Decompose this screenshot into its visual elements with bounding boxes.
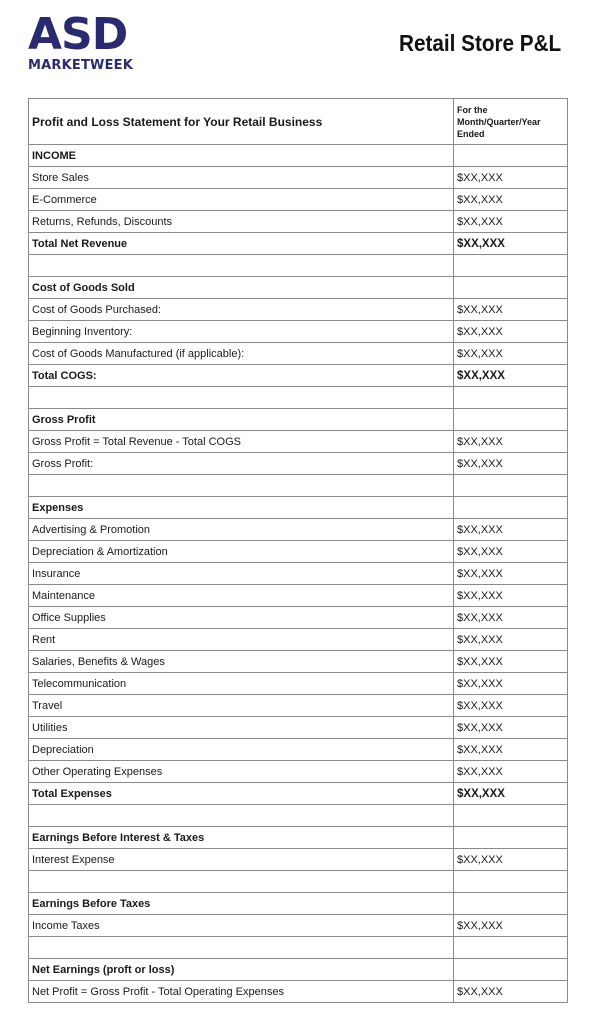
period-header-cell: For the Month/Quarter/Year Ended [454,99,568,145]
row-label: Store Sales [29,167,454,189]
brand-logo [28,9,158,73]
row-label: Expenses [29,497,454,519]
section-header-row [29,959,568,981]
row-value: $XX,XXX [454,915,568,937]
logo-wordmark: ASD [28,9,128,60]
row-value: $XX,XXX [454,233,568,255]
row-value: $XX,XXX [454,783,568,805]
row-value: $XX,XXX [454,585,568,607]
section-header-row [29,145,568,167]
table-row [29,761,568,783]
row-value: $XX,XXX [454,431,568,453]
row-label: Travel [29,695,454,717]
pl-statement-table [28,98,568,1003]
table-row [29,607,568,629]
row-label: Earnings Before Interest & Taxes [29,827,454,849]
blank-row [29,255,568,277]
row-value: $XX,XXX [454,849,568,871]
row-value [454,475,568,497]
row-value: $XX,XXX [454,695,568,717]
table-row [29,343,568,365]
blank-row [29,871,568,893]
row-label: Income Taxes [29,915,454,937]
blank-row [29,937,568,959]
row-label: Depreciation [29,739,454,761]
row-label: E-Commerce [29,189,454,211]
row-value: $XX,XXX [454,717,568,739]
row-value: $XX,XXX [454,519,568,541]
row-label: Gross Profit = Total Revenue - Total COGS [29,431,454,453]
row-value [454,893,568,915]
row-label: Rent [29,629,454,651]
logo-subtitle: MARKETWEEK [28,58,134,73]
table-row [29,629,568,651]
row-value [454,959,568,981]
section-header-row [29,497,568,519]
row-value [454,277,568,299]
row-value: $XX,XXX [454,365,568,387]
row-value [454,937,568,959]
table-row [29,541,568,563]
row-label: Total Net Revenue [29,233,454,255]
row-label: Utilities [29,717,454,739]
row-label: Insurance [29,563,454,585]
row-label: Beginning Inventory: [29,321,454,343]
row-label: INCOME [29,145,454,167]
section-header-row [29,827,568,849]
row-label: Advertising & Promotion [29,519,454,541]
blank-row [29,805,568,827]
row-value: $XX,XXX [454,167,568,189]
row-value: $XX,XXX [454,211,568,233]
blank-row [29,475,568,497]
table-row [29,167,568,189]
row-label [29,255,454,277]
row-value [454,871,568,893]
table-header-row [29,99,568,145]
section-header-row [29,893,568,915]
row-value: $XX,XXX [454,629,568,651]
table-row [29,453,568,475]
row-label: Returns, Refunds, Discounts [29,211,454,233]
page-title: Retail Store P&L [398,30,561,56]
row-label: Net Earnings (proft or loss) [29,959,454,981]
table-row [29,673,568,695]
row-label: Office Supplies [29,607,454,629]
table-row [29,563,568,585]
row-value: $XX,XXX [454,563,568,585]
row-label: Cost of Goods Purchased: [29,299,454,321]
row-label: Other Operating Expenses [29,761,454,783]
table-row [29,651,568,673]
row-label: Depreciation & Amortization [29,541,454,563]
section-header-row [29,277,568,299]
row-label: Gross Profit: [29,453,454,475]
table-row [29,189,568,211]
row-label [29,475,454,497]
row-label [29,805,454,827]
table-row [29,211,568,233]
row-value: $XX,XXX [454,189,568,211]
total-row [29,233,568,255]
row-label: Gross Profit [29,409,454,431]
row-value [454,497,568,519]
row-label [29,937,454,959]
table-row [29,519,568,541]
row-value [454,145,568,167]
table-row [29,981,568,1003]
row-value: $XX,XXX [454,453,568,475]
total-row [29,783,568,805]
row-value [454,805,568,827]
row-label: Net Profit = Gross Profit - Total Operating Expenses [29,981,454,1003]
row-label: Cost of Goods Sold [29,277,454,299]
row-value: $XX,XXX [454,651,568,673]
row-value: $XX,XXX [454,739,568,761]
row-value: $XX,XXX [454,343,568,365]
row-label [29,871,454,893]
row-label: Total Expenses [29,783,454,805]
row-value: $XX,XXX [454,761,568,783]
section-header-row [29,409,568,431]
row-value [454,409,568,431]
row-label: Cost of Goods Manufactured (if applicable): [29,343,454,365]
table-row [29,585,568,607]
row-value [454,255,568,277]
row-value: $XX,XXX [454,673,568,695]
row-label: Salaries, Benefits & Wages [29,651,454,673]
row-label [29,387,454,409]
row-label: Total COGS: [29,365,454,387]
table-row [29,695,568,717]
table-row [29,739,568,761]
row-value: $XX,XXX [454,607,568,629]
table-row [29,321,568,343]
table-row [29,299,568,321]
row-value: $XX,XXX [454,981,568,1003]
row-label: Maintenance [29,585,454,607]
row-label: Earnings Before Taxes [29,893,454,915]
row-label: Interest Expense [29,849,454,871]
table-row [29,431,568,453]
pl-table-body [29,99,568,1003]
blank-row [29,387,568,409]
table-row [29,849,568,871]
total-row [29,365,568,387]
row-value [454,387,568,409]
table-row [29,717,568,739]
statement-title-cell: Profit and Loss Statement for Your Retail Business [29,99,454,145]
row-value: $XX,XXX [454,321,568,343]
row-value: $XX,XXX [454,541,568,563]
row-value: $XX,XXX [454,299,568,321]
table-row [29,915,568,937]
row-value [454,827,568,849]
row-label: Telecommunication [29,673,454,695]
